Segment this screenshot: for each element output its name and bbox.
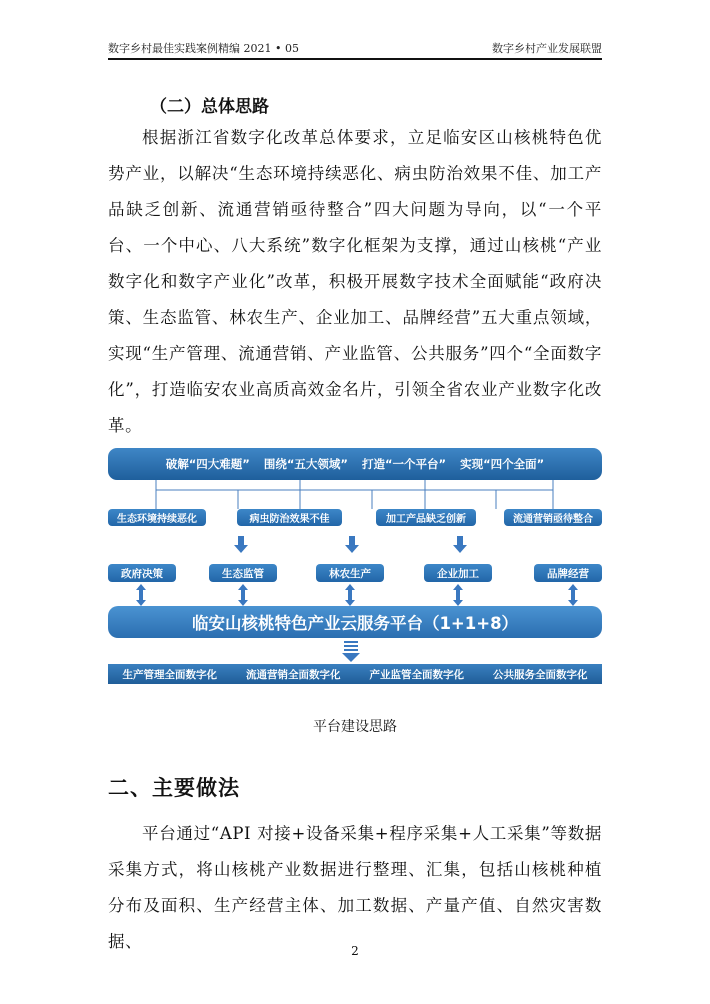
outcome-item: 流通营销全面数字化 bbox=[246, 668, 341, 681]
outcome-bar bbox=[108, 664, 602, 684]
header-publication-title: 数字乡村最佳实践案例精编 2021 • 05 bbox=[108, 42, 299, 55]
arrow-down-icon bbox=[342, 641, 360, 662]
problem-box: 生态环境持续恶化 bbox=[108, 509, 206, 526]
arrow-down-icon bbox=[453, 536, 467, 553]
domain-box: 政府决策 bbox=[108, 564, 176, 582]
figure-caption: 平台建设思路 bbox=[313, 719, 397, 735]
outcome-item: 生产管理全面数字化 bbox=[122, 668, 217, 681]
banner-phrase: 实现“四个全面” bbox=[460, 457, 545, 471]
domain-box: 生态监管 bbox=[209, 564, 277, 582]
problem-box: 病虫防治效果不佳 bbox=[237, 509, 342, 526]
platform-box: 临安山核桃特色产业云服务平台（1+1+8） bbox=[108, 606, 602, 638]
arrow-updown-icon bbox=[345, 584, 355, 606]
page-number: 2 bbox=[351, 944, 359, 958]
diagram-banner bbox=[108, 448, 602, 480]
header-rule bbox=[108, 58, 602, 60]
platform-diagram bbox=[108, 448, 602, 688]
outcome-item: 公共服务全面数字化 bbox=[493, 668, 588, 681]
banner-phrase: 围绕“五大领域” bbox=[263, 457, 348, 471]
section-heading: 二、主要做法 bbox=[108, 776, 240, 800]
arrow-down-icon bbox=[345, 536, 359, 553]
banner-phrase: 破解“四大难题” bbox=[165, 457, 250, 471]
problem-box: 流通营销亟待整合 bbox=[504, 509, 602, 526]
subsection-heading: （二）总体思路 bbox=[150, 97, 269, 117]
arrow-updown-icon bbox=[136, 584, 146, 606]
body-paragraph-2: 平台通过“API 对接+设备采集+程序采集+人工采集”等数据采集方式，将山核桃产业数据进行整理、汇集，包括山核桃种植分布及面积、生产经营主体、加工数据、产量产值、自然灾害数据、 bbox=[108, 824, 602, 951]
problem-box: 加工产品缺乏创新 bbox=[376, 509, 476, 526]
arrow-updown-icon bbox=[453, 584, 463, 606]
body-paragraph-1: 根据浙江省数字化改革总体要求，立足临安区山核桃特色优势产业，以解决“生态环境持续恶化、病虫防治效果不佳、加工产品缺乏创新、流通营销亟待整合”四大问题为导向，以“一个平台、一个中心、八大系统”数字化框架为支撑，通过山核桃“产业数字化和数字产业化”改革，积极开展数字技术全面赋能“政府决策、生态监管、林农生产、企业加工、品牌经营”五大重点领域，实现“生产管理、流通营销、产业监管、公共服务”四个“全面数字化”，打造临安农业高质高效金名片，引领全省农业产业数字化改革。 bbox=[108, 128, 602, 435]
outcome-item: 产业监管全面数字化 bbox=[369, 668, 464, 681]
arrow-updown-icon bbox=[568, 584, 578, 606]
domain-box: 林农生产 bbox=[316, 564, 384, 582]
domain-box: 品牌经营 bbox=[534, 564, 602, 582]
arrow-down-icon bbox=[234, 536, 248, 553]
arrow-updown-icon bbox=[238, 584, 248, 606]
banner-phrase: 打造“一个平台” bbox=[362, 457, 447, 471]
header-organization: 数字乡村产业发展联盟 bbox=[492, 42, 602, 55]
page-header bbox=[108, 38, 602, 60]
domain-box: 企业加工 bbox=[424, 564, 492, 582]
